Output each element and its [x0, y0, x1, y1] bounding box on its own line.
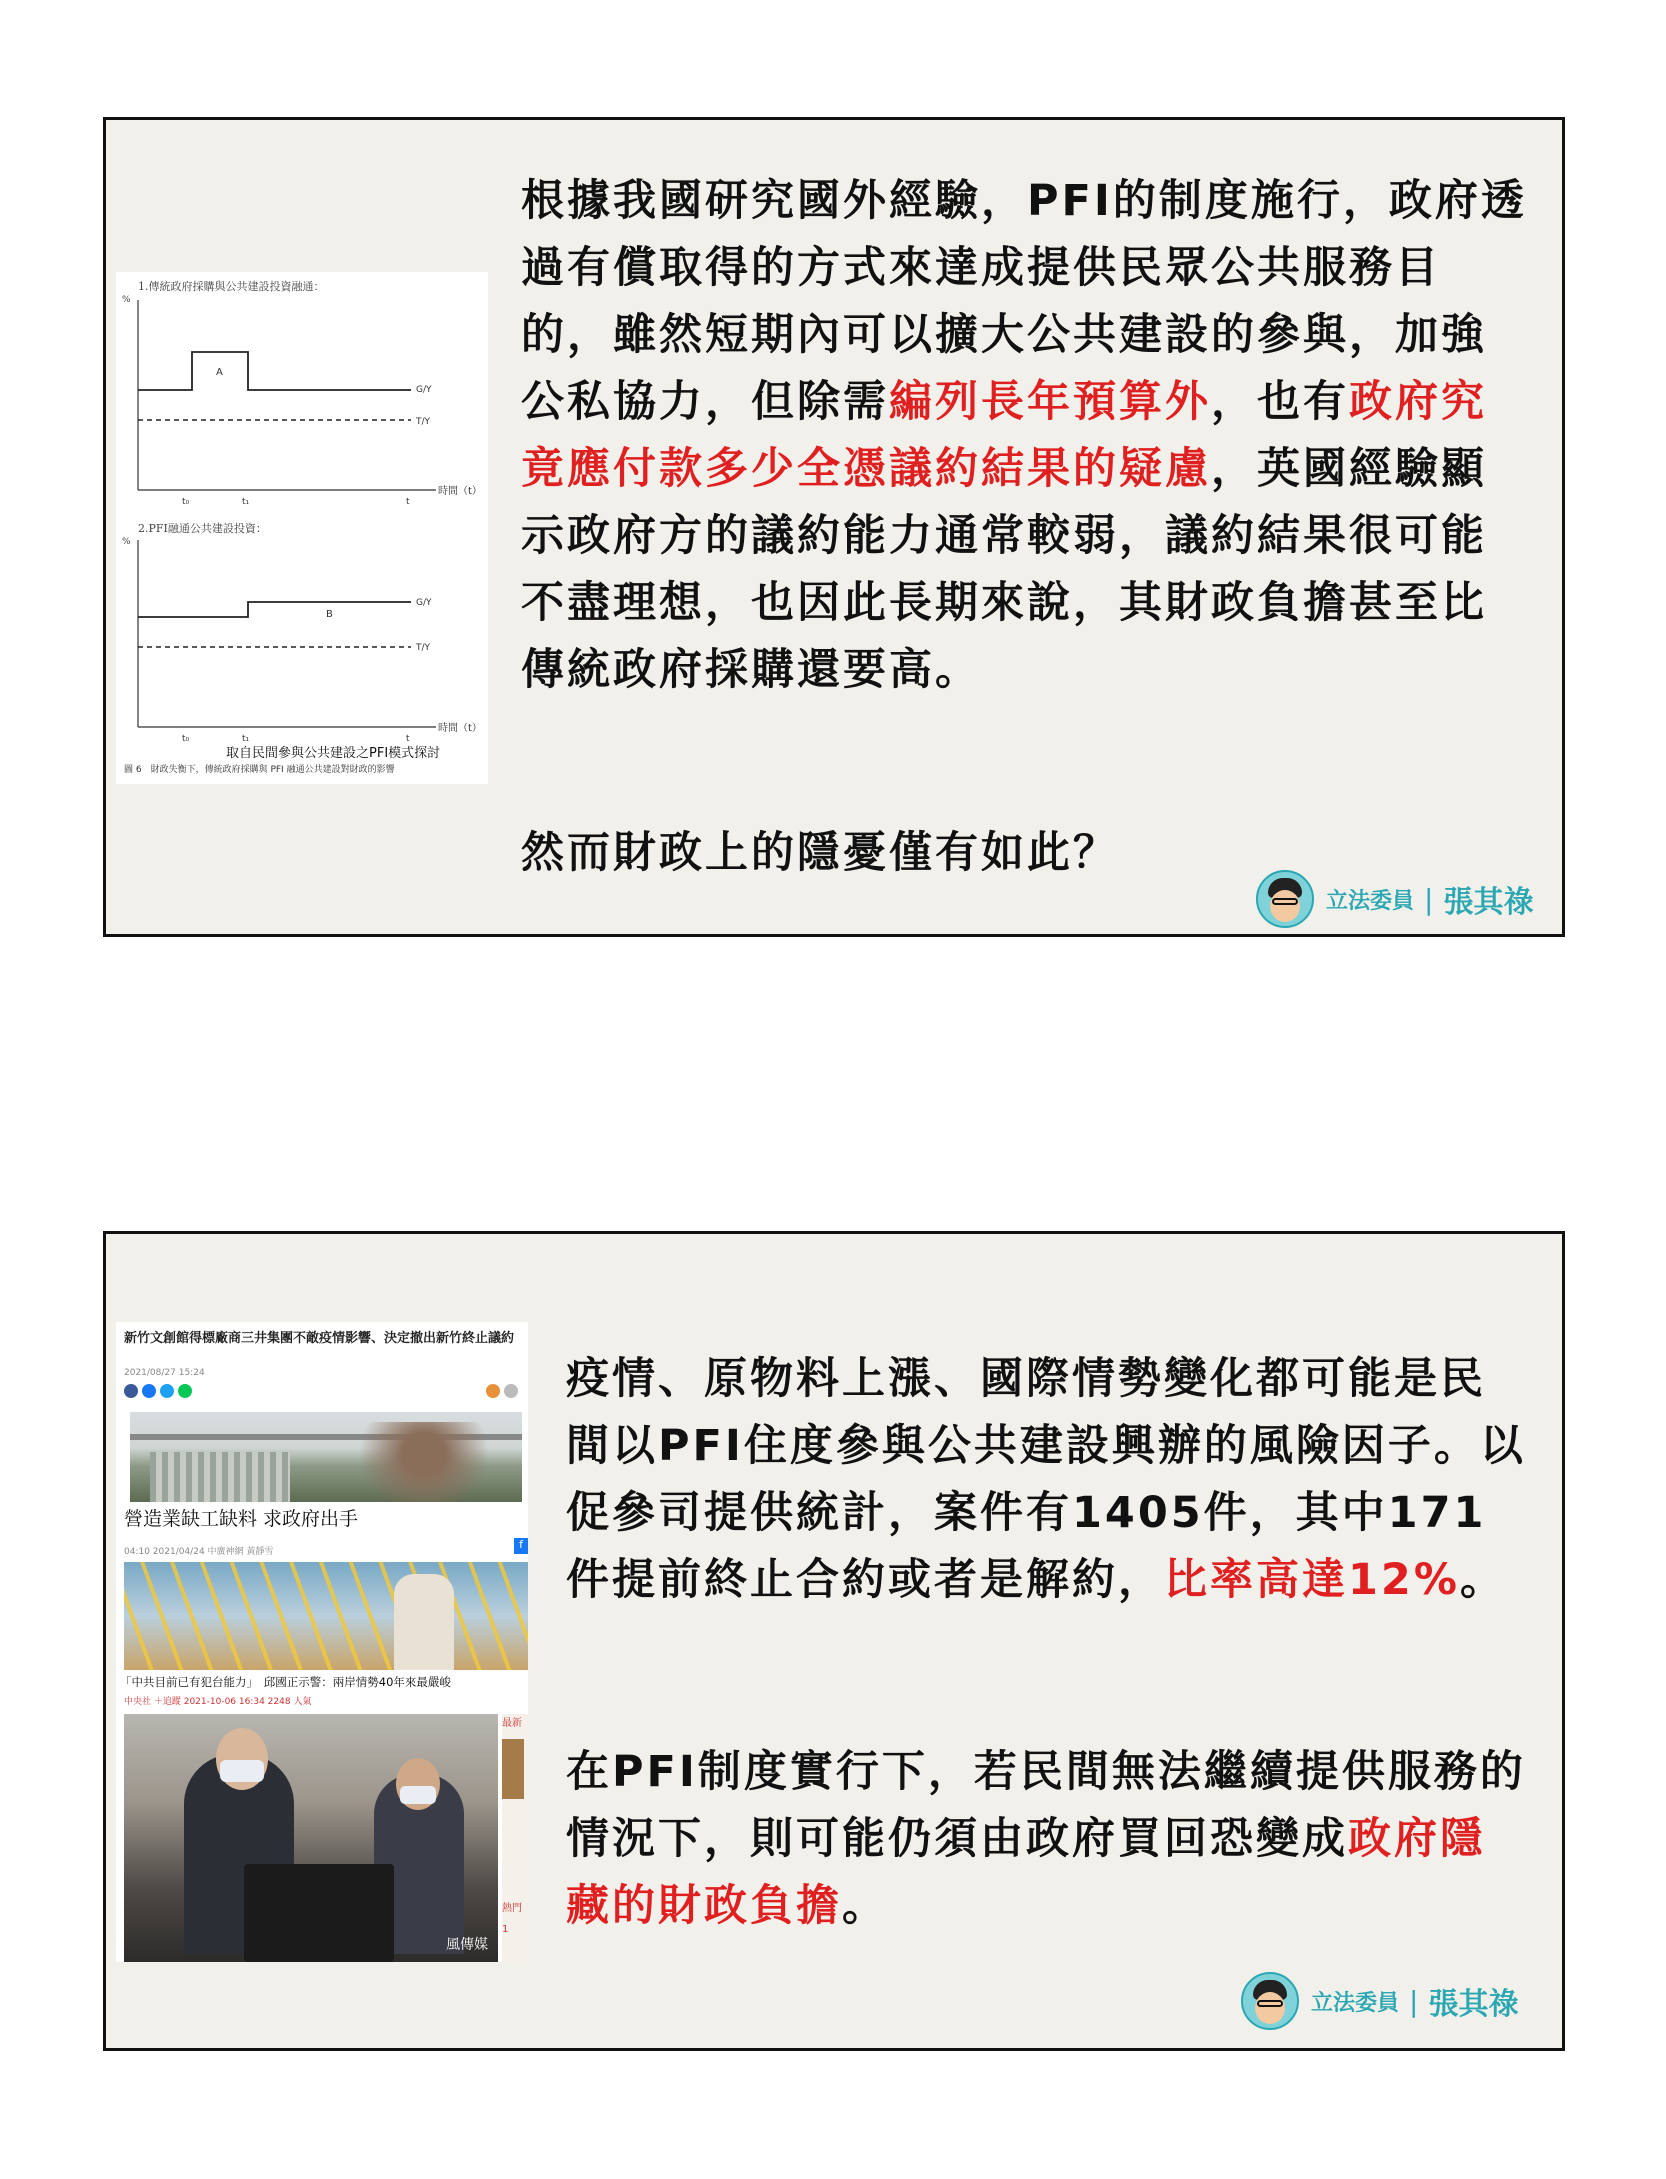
diagram-heading-1: 1.傳統政府採購與公共建設投資融通： — [138, 280, 325, 293]
diagram-t-2: t — [406, 734, 410, 744]
text-segment: 根據我國研究國外經驗，PFI的制度施行，政府透過有償取得的方式來達成提供民眾公共服務目的，雖然短期內可以擴大公共建設的參與，加強公私協力，但除需 — [521, 176, 1527, 427]
logo-title: 立法委員 — [1326, 888, 1415, 914]
share-icons — [124, 1384, 192, 1398]
watermark: 風傳媒 — [446, 1937, 488, 1953]
line-icon[interactable] — [178, 1384, 192, 1398]
diagram-ylabel-1: % — [122, 295, 131, 305]
diagram-label-b: B — [326, 609, 333, 620]
diagram-t-1: t — [406, 497, 410, 507]
legislator-logo — [1241, 1972, 1518, 2030]
diagram-g-line-2 — [138, 602, 411, 617]
text-segment: 在PFI制度實行下，若民間無法繼續提供服務的情況下，則可能仍須由政府買回恐變成 — [566, 1747, 1526, 1864]
news-headline-2: 「中共目前已有犯台能力」 邱國正示警：兩岸情勢40年來最嚴峻 — [120, 1675, 451, 1689]
logo-separator: | — [1409, 1984, 1419, 2018]
logo-separator: | — [1424, 882, 1434, 916]
share-icon[interactable] — [124, 1384, 138, 1398]
highlight-text: 編列長年預算外 — [889, 377, 1211, 427]
diagram-t1-2: t₁ — [242, 734, 250, 744]
logo-name: 張其祿 — [1443, 885, 1534, 920]
text-segment: 。 — [842, 1881, 888, 1931]
side-label-number: 1 — [502, 1924, 509, 1935]
twitter-icon[interactable] — [160, 1384, 174, 1398]
news-date-1: 2021/08/27 15:24 — [124, 1368, 205, 1378]
print-icon[interactable] — [504, 1384, 518, 1398]
slide2-paragraph-2 — [566, 1739, 1526, 1940]
construction-photo-1 — [130, 1412, 522, 1502]
diagram-g-fraction-1: G/Y — [416, 385, 432, 395]
diagram-time-label-1: 時間（t） — [438, 486, 482, 497]
slide-1 — [103, 117, 1565, 937]
side-column — [502, 1714, 528, 1962]
highlight-text: 政府隱藏的財政負擔 — [566, 1814, 1486, 1931]
legislator-logo — [1256, 870, 1533, 928]
news-date-3: 中央社 ＋追蹤 2021-10-06 16:34 2248 人氣 — [124, 1697, 312, 1707]
diagram-label-a: A — [216, 367, 223, 378]
avatar — [1256, 870, 1314, 928]
font-size-icon[interactable] — [486, 1384, 500, 1398]
side-label-latest: 最新 — [502, 1718, 522, 1729]
diagram-g-line-1 — [138, 352, 411, 390]
slide1-question: 然而財政上的隱憂僅有如此？ — [521, 828, 1119, 878]
fiscal-impact-figure — [116, 272, 488, 784]
slide2-paragraph-1 — [566, 1346, 1526, 1614]
side-label-hot: 熱門 — [502, 1903, 522, 1914]
diagram-ylabel-2: % — [122, 537, 131, 547]
logo-title: 立法委員 — [1311, 1990, 1400, 2016]
diagram-heading-2: 2.PFI融通公共建設投資： — [138, 522, 267, 535]
news-collage — [116, 1322, 528, 1962]
diagram-g-fraction-2: G/Y — [416, 598, 432, 608]
news-date-2: 04:10 2021/04/24 中廣神網 黃靜雪 — [124, 1547, 274, 1557]
text-segment: 。 — [1459, 1555, 1506, 1605]
diagram-t0-2: t₀ — [182, 734, 190, 744]
slide-2 — [103, 1231, 1565, 2051]
diagram-t0-1: t₀ — [182, 497, 190, 507]
avatar — [1241, 1972, 1299, 2030]
figure-source: 取自民間參與公共建設之PFI模式探討 — [226, 746, 441, 761]
diagram-t-fraction-2: T/Y — [416, 643, 431, 653]
diagram-t1-1: t₁ — [242, 497, 250, 507]
news-headline-1: 新竹文創館得標廠商三井集團不敵疫情影響、決定撤出新竹終止議約 — [124, 1331, 515, 1346]
highlight-text: 比率高達12% — [1164, 1555, 1460, 1605]
construction-photo-2 — [124, 1562, 528, 1670]
text-segment: ，也有 — [1211, 377, 1349, 427]
slide1-paragraph — [521, 168, 1531, 704]
facebook-icon[interactable] — [142, 1384, 156, 1398]
logo-name: 張其祿 — [1428, 1987, 1519, 2022]
diagram-t-fraction-1: T/Y — [416, 417, 431, 427]
news-caption-1: 營造業缺工缺料 求政府出手 — [124, 1508, 359, 1530]
minister-photo — [124, 1714, 498, 1962]
figure-caption: 圖 6 財政失衡下，傳統政府採購與 PFI 融通公共建設對財政的影響 — [124, 765, 395, 775]
diagram-time-label-2: 時間（t） — [438, 723, 482, 734]
facebook-side-icon[interactable]: f — [514, 1538, 528, 1554]
text-segment: ，英國經驗顯示政府方的議約能力通常較弱，議約結果很可能不盡理想，也因此長期來說，其財政負擔甚至比傳統政府採購還要高。 — [521, 444, 1487, 695]
text-segment: 疫情、原物料上漲、國際情勢變化都可能是民間以PFI住度參與公共建設興辦的風險因子。以促參司提供統計，案件有1405件，其中171件提前終止合約或者是解約， — [566, 1354, 1526, 1605]
tool-icons — [486, 1384, 518, 1398]
highlight-text: 政府究竟應付款多少全憑議約結果的疑慮 — [521, 377, 1487, 494]
fiscal-impact-diagram — [116, 272, 488, 784]
